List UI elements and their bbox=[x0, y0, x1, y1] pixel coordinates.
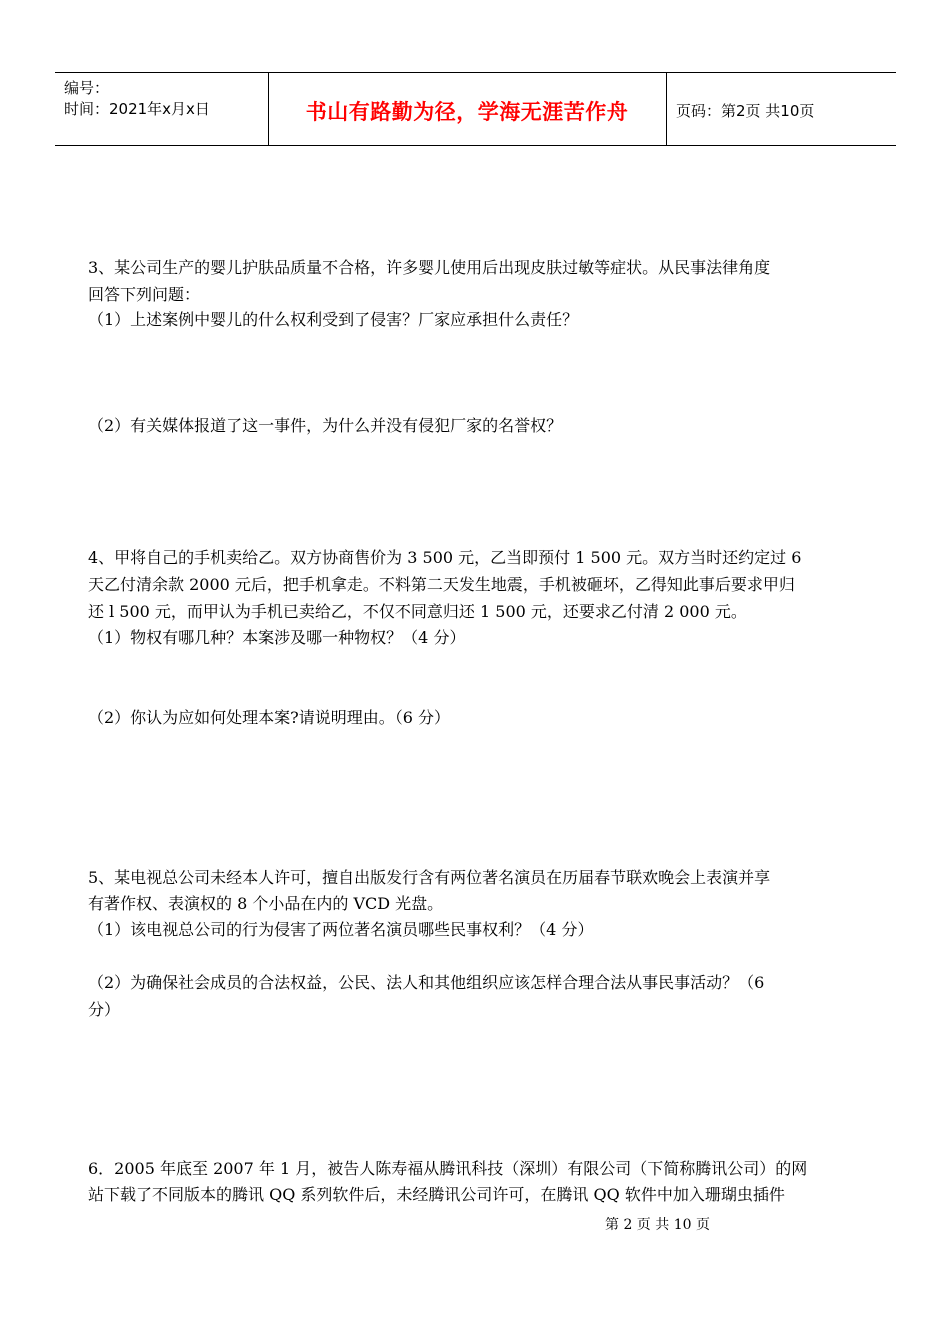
header-page-cell bbox=[667, 73, 896, 145]
motto: 书山有路勤为径，学海无涯苦作舟 bbox=[305, 99, 629, 124]
q4-sub-2: （2）你认为应如何处理本案?请说明理由。（6 分） bbox=[88, 708, 451, 727]
page-info: 页码：第2页 共10页 bbox=[676, 102, 815, 120]
q4-intro-line-1: 4、甲将自己的手机卖给乙。双方协商售价为 3 500 元，乙当即预付 1 500 元。双方当时还约定过 6 bbox=[88, 548, 802, 567]
q5-sub-2-line-1: （2）为确保社会成员的合法权益，公民、法人和其他组织应该怎样合理合法从事民事活动？（6 bbox=[88, 973, 765, 992]
document-number-label: 编号： bbox=[64, 79, 110, 97]
q4-intro-line-2: 天乙付清余款 2000 元后，把手机拿走。不料第二天发生地震，手机被砸坏，乙得知此事后要求甲归 bbox=[88, 575, 795, 594]
q4-sub-1: （1）物权有哪几种？本案涉及哪一种物权？（4 分） bbox=[88, 628, 466, 647]
page-footer: 第 2 页 共 10 页 bbox=[605, 1217, 710, 1233]
q5-intro-line-1: 5、某电视总公司未经本人许可，擅自出版发行含有两位著名演员在历届春节联欢晚会上表演并享 bbox=[88, 868, 771, 887]
document-time: 时间：2021年x月x日 bbox=[64, 100, 210, 118]
q6-intro-line-2: 站下载了不同版本的腾讯 QQ 系列软件后，未经腾讯公司许可，在腾讯 QQ 软件中加入珊瑚虫插件 bbox=[88, 1185, 785, 1204]
q3-intro-line-2: 回答下列问题： bbox=[88, 285, 201, 304]
page-header bbox=[55, 72, 896, 146]
q5-intro-line-2: 有著作权、表演权的 8 个小品在内的 VCD 光盘。 bbox=[88, 894, 444, 913]
header-motto-cell bbox=[268, 73, 667, 145]
q5-sub-2-line-2: 分） bbox=[88, 1000, 121, 1019]
header-meta-cell bbox=[55, 73, 269, 145]
q3-sub-2: （2）有关媒体报道了这一事件，为什么并没有侵犯厂家的名誉权？ bbox=[88, 416, 563, 435]
q3-intro-line-1: 3、某公司生产的婴儿护肤品质量不合格，许多婴儿使用后出现皮肤过敏等症状。从民事法律角度 bbox=[88, 258, 771, 277]
q3-sub-1: （1）上述案例中婴儿的什么权利受到了侵害？厂家应承担什么责任？ bbox=[88, 310, 579, 329]
q6-intro-line-1: 6．2005 年底至 2007 年 1 月，被告人陈寿福从腾讯科技（深圳）有限公司（下简称腾讯公司）的网 bbox=[88, 1159, 808, 1178]
q4-intro-line-3: 还 l 500 元，而甲认为手机已卖给乙，不仅不同意归还 1 500 元，还要求乙付清 2 000 元。 bbox=[88, 602, 747, 621]
q5-sub-1: （1）该电视总公司的行为侵害了两位著名演员哪些民事权利？（4 分） bbox=[88, 920, 594, 939]
